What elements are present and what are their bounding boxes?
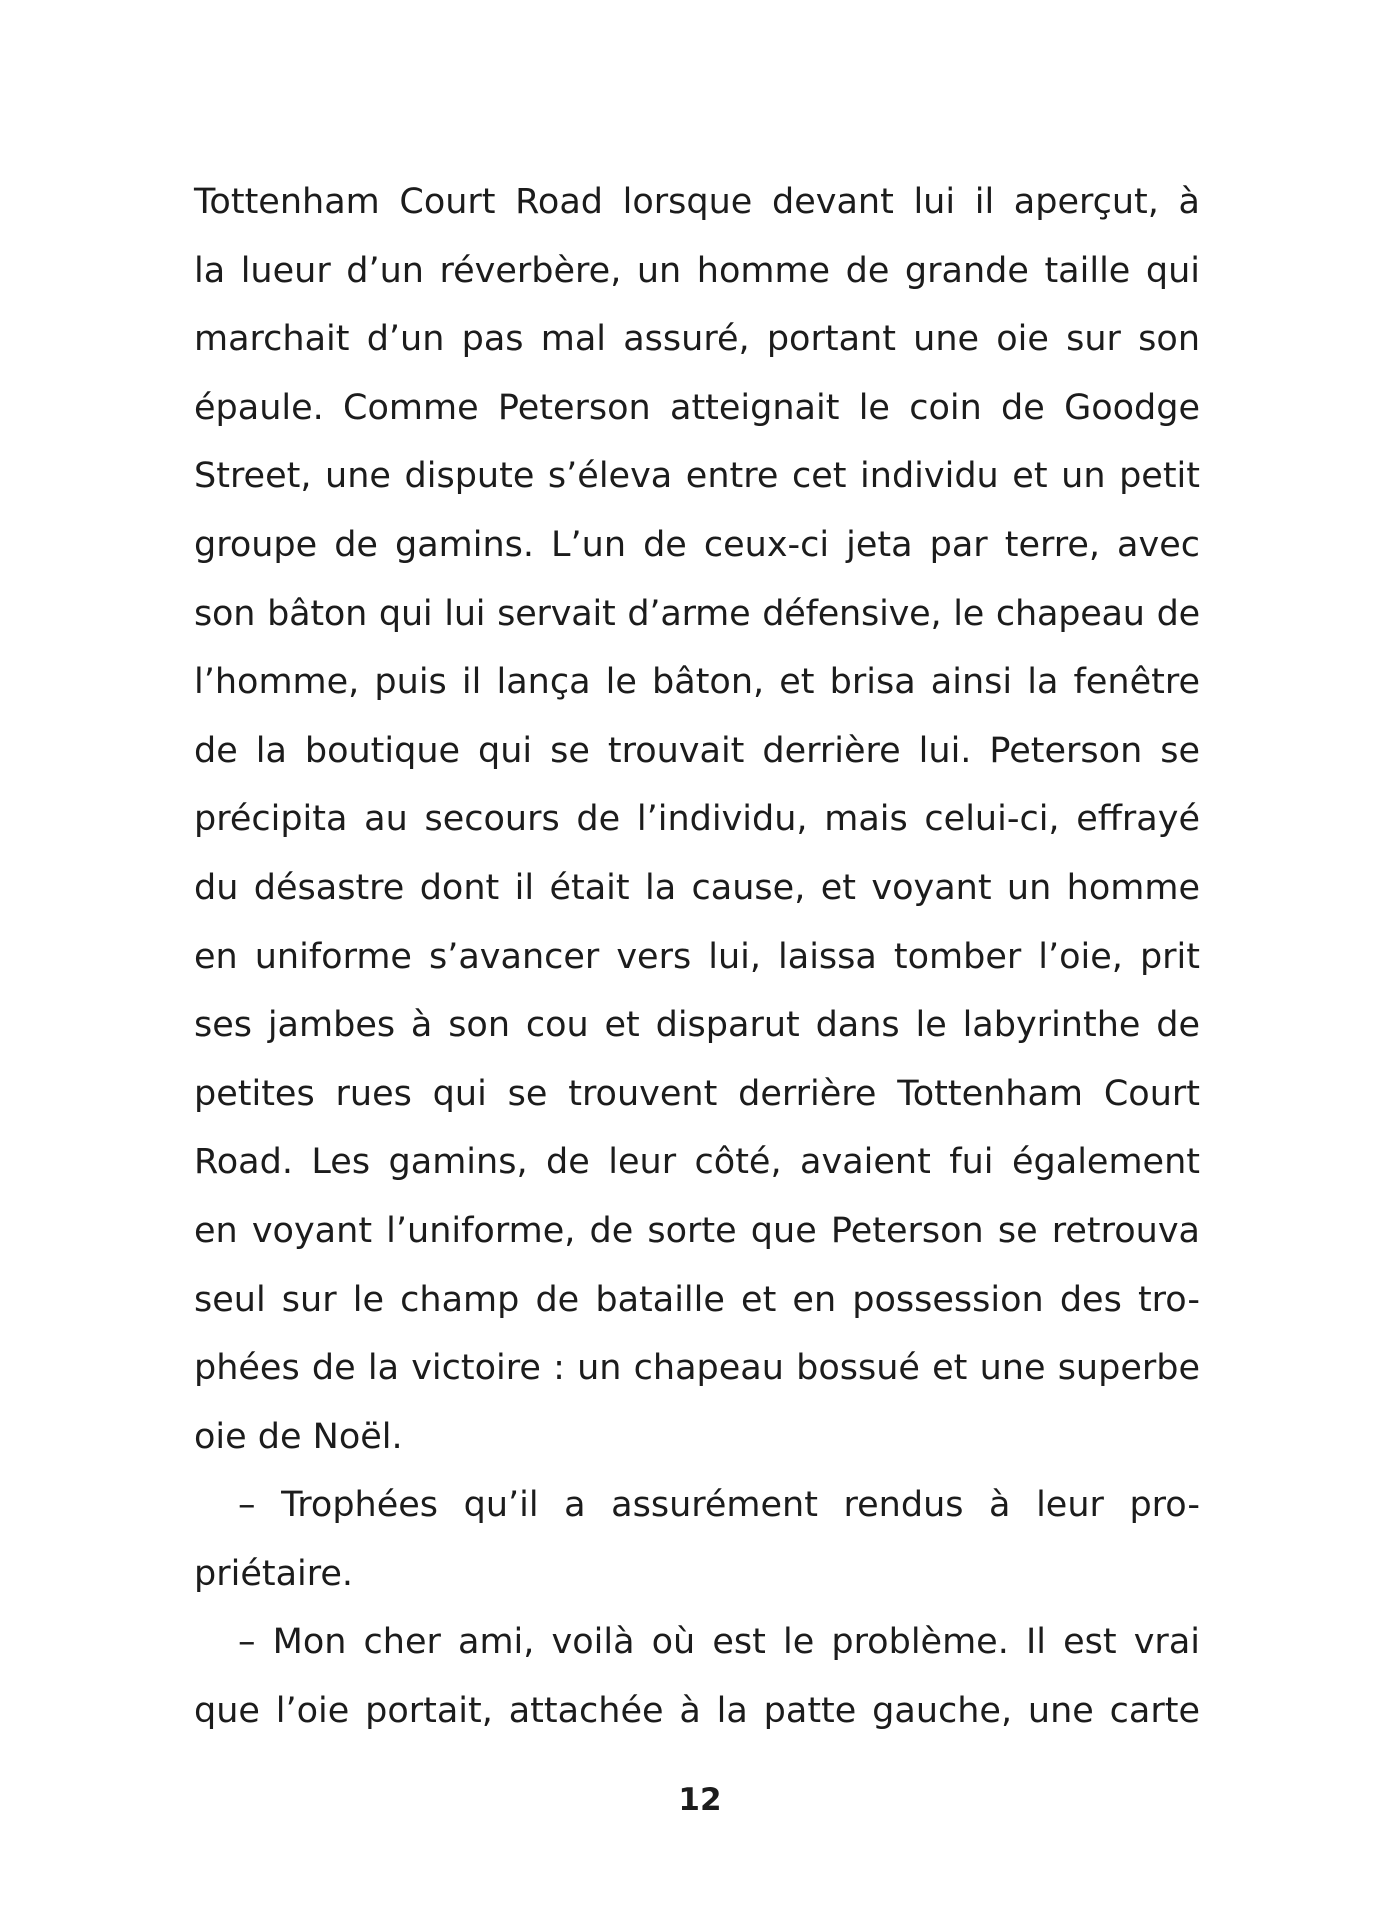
text-line: seul sur le champ de bataille et en possession des tro- (194, 1279, 1200, 1320)
text-line: du désastre dont il était la cause, et voyant un homme (194, 867, 1200, 908)
text-line: marchait d’un pas mal assuré, portant une oie sur son (194, 319, 1200, 360)
text-line: de la boutique qui se trouvait derrière lui. Peterson se (194, 730, 1200, 771)
text-line: – Trophées qu’il a assurément rendus à leur pro- (238, 1485, 1200, 1526)
text-line: Street, une dispute s’éleva entre cet individu et un petit (194, 456, 1200, 497)
text-line: Tottenham Court Road lorsque devant lui il aperçut, à (194, 182, 1200, 222)
text-line: petites rues qui se trouvent derrière Tottenham Court (194, 1073, 1200, 1114)
text-line: phées de la victoire : un chapeau bossué et une superbe (194, 1348, 1200, 1389)
text-line: ses jambes à son cou et disparut dans le labyrinthe de (194, 1005, 1200, 1046)
text-line: son bâton qui lui servait d’arme défensive, le chapeau de (194, 593, 1200, 634)
page-number: 12 (678, 1782, 722, 1818)
text-line: – Mon cher ami, voilà où est le problème. Il est vrai (238, 1622, 1200, 1663)
text-line: oie de Noël. (194, 1416, 403, 1457)
text-line: Road. Les gamins, de leur côté, avaient fui également (194, 1142, 1200, 1183)
text-line: en uniforme s’avancer vers lui, laissa tomber l’oie, prit (194, 936, 1200, 977)
text-line: épaule. Comme Peterson atteignait le coin de Goodge (194, 387, 1200, 428)
body-text (194, 168, 1200, 1746)
text-line: précipita au secours de l’individu, mais celui-ci, effrayé (194, 799, 1200, 840)
text-line: groupe de gamins. L’un de ceux-ci jeta par terre, avec (194, 524, 1200, 565)
text-line: que l’oie portait, attachée à la patte gauche, une carte (194, 1691, 1200, 1732)
text-line: la lueur d’un réverbère, un homme de grande taille qui (194, 250, 1200, 291)
text-line: priétaire. (194, 1553, 354, 1594)
text-line: l’homme, puis il lança le bâton, et brisa ainsi la fenêtre (194, 662, 1200, 703)
text-line: en voyant l’uniforme, de sorte que Peterson se retrouva (194, 1210, 1200, 1251)
